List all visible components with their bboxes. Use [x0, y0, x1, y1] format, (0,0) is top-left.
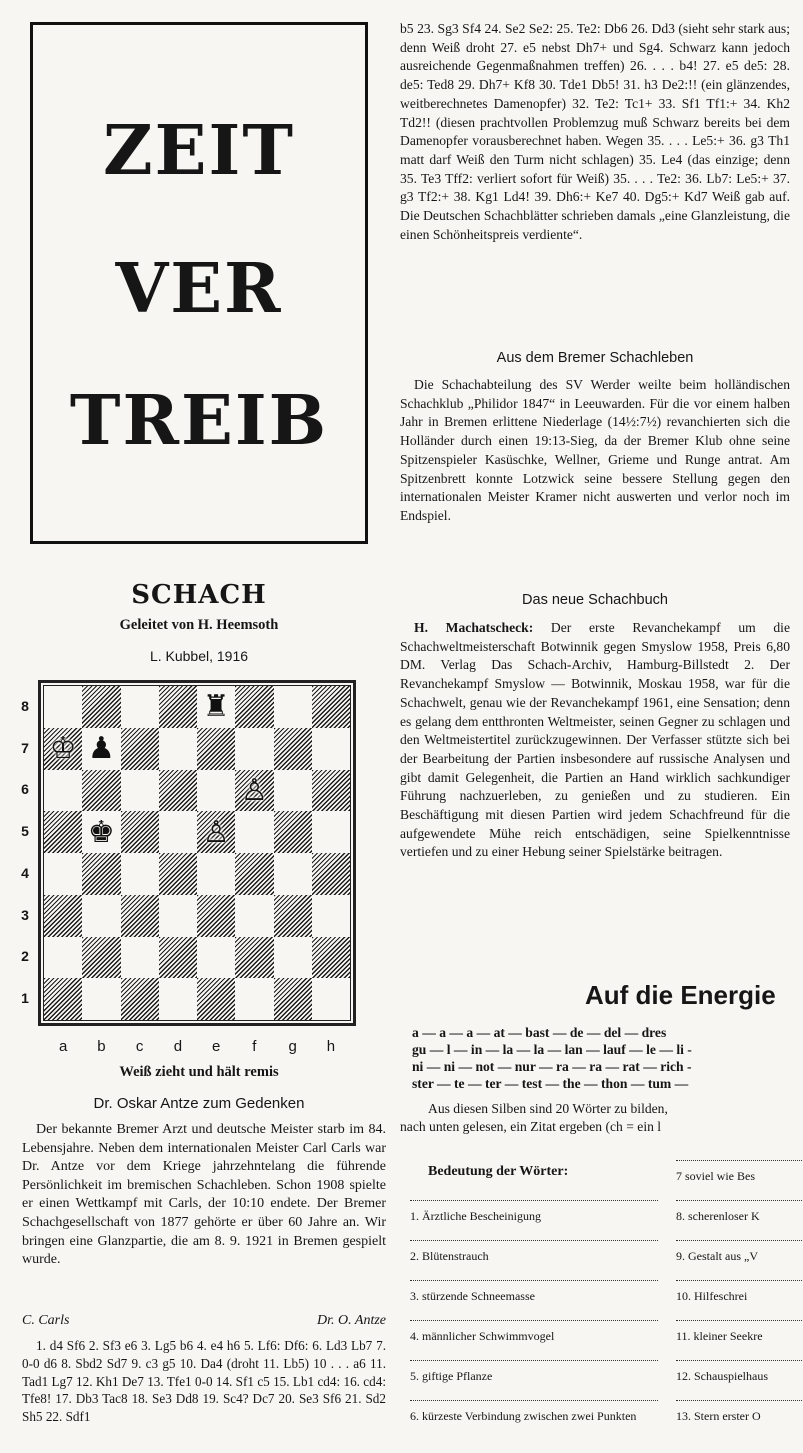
- clues-heading: Bedeutung der Wörter:: [428, 1164, 569, 1179]
- rank-label: 4: [21, 864, 29, 881]
- answer-line[interactable]: [676, 1270, 803, 1281]
- square-a7: [44, 728, 82, 770]
- clue-row: [410, 1190, 660, 1223]
- bremer-text: Die Schachabteilung des SV Werder weilte beim holländischen Schachklub „Philidor 1847“ in Leeuwarden. Für die vor einem halben Jahr in Bremen erlittene Niederlage (14½:7½) revanchierten sich die Holländer durch einen 19:13-Sieg, da der Bremer Klub ohne seine Spitzenspieler Kasüschke, Wellner, Grieme und Runge antrat. Am Spitzenbrett konnte Lotzwick seine bessere Stellung gegen den internationalen Meister Kramer nicht auswerten und verlor noch im Endspiel.: [400, 377, 790, 523]
- banner-word-treib: TREIB: [69, 381, 329, 461]
- clue-label: 13. Stern erster O: [676, 1409, 761, 1423]
- square-f1: [235, 978, 273, 1020]
- square-c1: [121, 978, 159, 1020]
- game-moves: 1. d4 Sf6 2. Sf3 e6 3. Lg5 b6 4. e4 h6 5. Lf6: Df6: 6. Ld3 Lb7 7. 0-0 d6 8. Sbd2 Sd7 9. c3 g5 10. Da4 (droht 11. Lb5) 10 . . . a6 11. Tad1 Lg7 12. Kh1 De7 13. Tfe1 0-0 14. Sf1 c5 15. Lb1 cd4: 16. cd4: Tfe8! 17. Db3 Tac8 18. Se3 Dd8 19. Sc4? Dc7 20. Se3 Sf6 21. Sd2 Sh5 22. Sdf1: [22, 1338, 386, 1425]
- chessboard-grid: [43, 685, 351, 1021]
- square-e5: [197, 811, 235, 853]
- rank-label: 3: [21, 906, 29, 923]
- file-label: d: [173, 1038, 183, 1055]
- clue-row: [410, 1230, 660, 1263]
- square-d8: [159, 686, 197, 728]
- instruction-line: nach unten gelesen, ein Zitat ergeben (ch = ein l: [400, 1119, 662, 1134]
- answer-line[interactable]: [410, 1190, 658, 1201]
- square-c3: [121, 895, 159, 937]
- square-e8: [197, 686, 235, 728]
- square-h4: [312, 853, 350, 895]
- square-f4: [235, 853, 273, 895]
- syllable-line: gu — l — in — la — la — lan — lauf — le — li -: [412, 1042, 692, 1057]
- game-players: [22, 1313, 386, 1329]
- clue-row: [676, 1270, 803, 1304]
- square-c4: [121, 853, 159, 895]
- black-king-icon: ♚: [87, 814, 115, 850]
- square-g4: [274, 853, 312, 895]
- square-g2: [274, 937, 312, 979]
- chess-diagram: [38, 680, 356, 1026]
- file-label: e: [211, 1038, 221, 1055]
- square-f2: [235, 937, 273, 979]
- square-d5: [159, 811, 197, 853]
- white-player: C. Carls: [22, 1313, 70, 1328]
- square-b8: [82, 686, 120, 728]
- rank-label: 2: [21, 948, 29, 965]
- square-d6: [159, 770, 197, 812]
- clue-label: 9. Gestalt aus „V: [676, 1249, 758, 1263]
- square-e3: [197, 895, 235, 937]
- instruction-line: Aus diesen Silben sind 20 Wörter zu bilden,: [428, 1101, 668, 1116]
- square-a1: [44, 978, 82, 1020]
- square-h6: [312, 770, 350, 812]
- square-c8: [121, 686, 159, 728]
- syllable-line: a — a — a — at — bast — de — del — dres: [412, 1025, 667, 1040]
- square-c2: [121, 937, 159, 979]
- clue-label: 7 soviel wie Bes: [676, 1169, 755, 1183]
- square-b4: [82, 853, 120, 895]
- puzzle-instruction: [400, 1100, 803, 1136]
- square-h7: [312, 728, 350, 770]
- white-king-icon: ♔: [49, 731, 77, 767]
- square-b3: [82, 895, 120, 937]
- square-d7: [159, 728, 197, 770]
- square-h3: [312, 895, 350, 937]
- square-b6: [82, 770, 120, 812]
- clue-label: 4. männlicher Schwimmvogel: [410, 1329, 555, 1343]
- clue-row: [410, 1270, 660, 1303]
- square-g3: [274, 895, 312, 937]
- rank-label: 5: [21, 823, 29, 840]
- book-review: [400, 619, 790, 862]
- square-c5: [121, 811, 159, 853]
- square-d4: [159, 853, 197, 895]
- zeitvertreib-banner: [30, 22, 368, 544]
- clue-label: 6. kürzeste Verbindung zwischen zwei Punkten: [410, 1409, 637, 1423]
- file-label: b: [97, 1038, 106, 1055]
- rank-label: 1: [21, 990, 29, 1007]
- square-a8: [44, 686, 82, 728]
- black-player: Dr. O. Antze: [317, 1313, 386, 1328]
- obituary-heading: Dr. Oskar Antze zum Gedenken: [93, 1095, 305, 1112]
- answer-line[interactable]: [410, 1350, 658, 1361]
- editor-credit: Geleitet von H. Heemsoth: [119, 617, 279, 633]
- answer-line[interactable]: [676, 1390, 803, 1401]
- answer-line[interactable]: [410, 1390, 658, 1401]
- clue-label: 5. giftige Pflanze: [410, 1369, 493, 1383]
- book-heading: Das neue Schachbuch: [522, 592, 668, 608]
- clue-label: 2. Blütenstrauch: [410, 1249, 489, 1263]
- square-h5: [312, 811, 350, 853]
- white-pawn-icon: ♙: [240, 772, 268, 808]
- answer-line[interactable]: [410, 1270, 658, 1281]
- square-f8: [235, 686, 273, 728]
- rank-label: 8: [21, 697, 29, 714]
- clue-label: 12. Schauspielhaus: [676, 1369, 768, 1383]
- square-d1: [159, 978, 197, 1020]
- problem-author: L. Kubbel, 1916: [149, 648, 249, 664]
- rank-label: 6: [21, 781, 29, 798]
- square-f7: [235, 728, 273, 770]
- obituary-text: Der bekannte Bremer Arzt und deutsche Meister starb im 84. Lebensjahre. Neben dem internationalen Meister Carl Carls war Dr. Antze vor dem Kriege jahrzehntelang die führende Persönlichkeit im bremischen Schachleben. Schon 1908 spielte er einen Wettkampf mit Carls, der 10:10 endete. Der Bremer Schachgesellschaft von 1877 gehörte er über 60 Jahre an. Wir bringen eine Glanzpartie, die am 8. 9. 1921 in Bremen gespielt wurde.: [22, 1122, 386, 1268]
- book-review-text: Der erste Revanchekampf um die Schachweltmeisterschaft Botwinnik gegen Smyslow 1958, Preis 6,80 DM. Verlag Das Schach-Archiv, Hamburg-Billstedt 2. Der Revanchekampf Smyslow — Botwinnik, Moskau 1958, war für die Schachwelt, genau wie der Revanchekampf 1961, eine Sensation; denn es gelang dem entthronten Weltmeister, seinen Gegner zu schlagen und den Weltmeistertitel zurückzugewinnen. Der Verfasser stützte sich bei der Bearbeitung der Partien insbesondere auf russische Analysen und gibt damit Gelegenheit, die Partien an Hand wirklich sachkundiger Führung nachzuerleben, zu genießen und zu studieren. Ein Beschäftigung mit diesen Partien wird jedem Schachfreund für die aufgewendete Mühe reich entschädigen, seine Spielkenntnisse vertiefen und zu einer Hebung seiner Spielstärke beitragen.: [400, 620, 790, 860]
- answer-line[interactable]: [676, 1190, 803, 1201]
- square-f3: [235, 895, 273, 937]
- clue-label: 8. scherenloser K: [676, 1209, 760, 1223]
- file-label: c: [135, 1038, 144, 1055]
- clue-row: [676, 1190, 803, 1224]
- square-a3: [44, 895, 82, 937]
- clue-row: [410, 1390, 660, 1423]
- clue-label: 1. Ärztliche Bescheinigung: [410, 1209, 541, 1223]
- clue-row: [676, 1150, 803, 1184]
- black-pawn-icon: ♟: [87, 731, 115, 767]
- file-label: a: [58, 1038, 68, 1055]
- clue-row: [676, 1310, 803, 1344]
- syllable-line: ster — te — ter — test — the — thon — tum —: [412, 1076, 689, 1091]
- square-b2: [82, 937, 120, 979]
- clue-row: [410, 1310, 660, 1343]
- answer-line[interactable]: [676, 1150, 803, 1161]
- square-b5: [82, 811, 120, 853]
- clue-row: [676, 1390, 803, 1424]
- square-e4: [197, 853, 235, 895]
- square-c7: [121, 728, 159, 770]
- clue-row: [676, 1230, 803, 1264]
- file-label: f: [252, 1038, 257, 1055]
- square-a6: [44, 770, 82, 812]
- file-label: h: [326, 1038, 336, 1055]
- syllable-list: [412, 1024, 803, 1092]
- rank-label: 7: [21, 739, 29, 756]
- banner-word-ver: VER: [115, 249, 283, 329]
- answer-line[interactable]: [676, 1310, 803, 1321]
- syllable-line: ni — ni — not — nur — ra — ra — rat — rich -: [412, 1059, 692, 1074]
- square-g6: [274, 770, 312, 812]
- answer-line[interactable]: [410, 1230, 658, 1241]
- answer-line[interactable]: [410, 1310, 658, 1321]
- square-b1: [82, 978, 120, 1020]
- clue-row: [676, 1350, 803, 1384]
- black-rook-icon: ♜: [202, 689, 230, 725]
- square-g5: [274, 811, 312, 853]
- white-pawn-icon: ♙: [202, 814, 230, 850]
- square-b7: [82, 728, 120, 770]
- book-author: H. Machatscheck:: [414, 620, 534, 635]
- section-title-schach: SCHACH: [131, 580, 267, 610]
- square-a2: [44, 937, 82, 979]
- square-g7: [274, 728, 312, 770]
- square-g1: [274, 978, 312, 1020]
- square-f6: [235, 770, 273, 812]
- square-g8: [274, 686, 312, 728]
- square-h8: [312, 686, 350, 728]
- clue-label: 11. kleiner Seekre: [676, 1329, 763, 1343]
- answer-line[interactable]: [676, 1230, 803, 1241]
- game-continued: b5 23. Sg3 Sf4 24. Se2 Se2: 25. Te2: Db6 26. Dd3 (sieht sehr stark aus; denn Weiß droht 27. e5 nebst Dh7+ und Sg4. Schwarz kann jedoch ausreichende Gegenmaßnahmen treffen) 26. . . . b4! 27. e5 de5: 28. de5: Ted8 29. Dh7+ Kf8 30. Tde1 Db5! 31. h3 De2:!! (ein glänzendes, weitberechnetes Damenopfer) 32. Te2: Tc1+ 33. Sf1 Tf1:+ 34. Kh2 Td2!! (diesen prachtvollen Problemzug muß Schwarz bereits bei dem Damenopfer vorausberechnet haben. Wegen 35. . . . Le5:+ 36. g3 Th1 matt darf Weiß den Turm nicht schlagen) 35. Le4 (das einzige; denn 35. Te3 Tff2: verliert sofort für Weiß) 35. . . . Te2: 36. Lb7: Le5:+ 37. g3 Tf2:+ 38. Kg1 Ld4! 39. Dh6:+ Ke7 40. Dg5:+ Kd7 Weiß gab auf. Die Deutschen Schachblätter schrieben damals „eine Glanzleistung, die einen Schönheitspreis verdiente“.: [400, 21, 790, 242]
- square-e7: [197, 728, 235, 770]
- clue-label: 10. Hilfeschrei: [676, 1289, 748, 1303]
- diagram-caption: Weiß zieht und hält remis: [119, 1064, 279, 1080]
- banner-word-zeit: ZEIT: [103, 111, 295, 191]
- answer-line[interactable]: [676, 1350, 803, 1361]
- file-label: g: [288, 1038, 297, 1055]
- square-h1: [312, 978, 350, 1020]
- puzzle-heading: Auf die Energie: [585, 980, 776, 1010]
- square-e6: [197, 770, 235, 812]
- clues-right-column: [676, 1150, 803, 1450]
- clue-row: [410, 1350, 660, 1383]
- square-c6: [121, 770, 159, 812]
- square-d3: [159, 895, 197, 937]
- square-a5: [44, 811, 82, 853]
- bremer-heading: Aus dem Bremer Schachleben: [496, 350, 694, 366]
- clue-label: 3. stürzende Schneemasse: [410, 1289, 535, 1303]
- square-d2: [159, 937, 197, 979]
- square-a4: [44, 853, 82, 895]
- square-e1: [197, 978, 235, 1020]
- square-e2: [197, 937, 235, 979]
- square-h2: [312, 937, 350, 979]
- square-f5: [235, 811, 273, 853]
